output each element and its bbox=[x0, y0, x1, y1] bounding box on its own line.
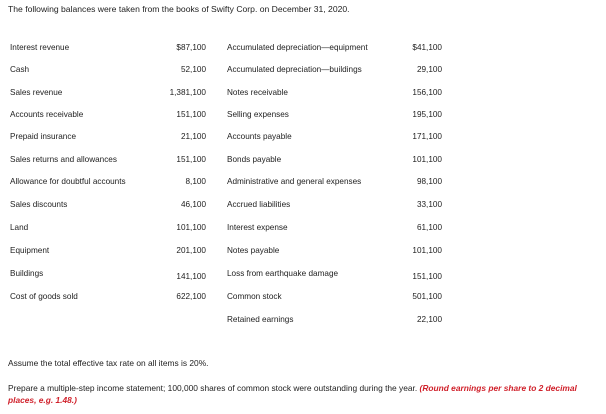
instruction-text bbox=[8, 383, 600, 406]
right-account-value: 156,100 bbox=[412, 88, 442, 97]
left-account-value: 622,100 bbox=[176, 292, 206, 301]
right-account-label: Common stock bbox=[227, 292, 282, 301]
left-account-value: 8,100 bbox=[185, 177, 206, 186]
left-account-value: 52,100 bbox=[180, 65, 206, 74]
left-account-value: 151,100 bbox=[176, 110, 206, 119]
balance-row bbox=[0, 177, 606, 191]
left-account-value: 201,100 bbox=[176, 246, 206, 255]
tax-rate-note: Assume the total effective tax rate on all items is 20%. bbox=[8, 358, 209, 368]
right-account-label: Accounts payable bbox=[227, 132, 292, 141]
balance-row bbox=[0, 88, 606, 102]
left-account-label: Sales returns and allowances bbox=[10, 155, 117, 164]
instruction-main: Prepare a multiple-step income statement; 100,000 shares of common stock were outstanding during the year. bbox=[8, 383, 418, 393]
right-account-value: 61,100 bbox=[416, 223, 442, 232]
intro-text: The following balances were taken from the books of Swifty Corp. on December 31, 2020. bbox=[8, 4, 350, 14]
balance-row bbox=[0, 292, 606, 306]
left-account-value: 141,100 bbox=[176, 272, 206, 281]
right-account-value: 501,100 bbox=[412, 292, 442, 301]
balance-row bbox=[0, 200, 606, 214]
left-account-label: Accounts receivable bbox=[10, 110, 84, 119]
right-account-label: Notes receivable bbox=[227, 88, 288, 97]
right-account-value: $41,100 bbox=[412, 43, 442, 52]
balance-row bbox=[0, 43, 606, 57]
left-account-label: Buildings bbox=[10, 269, 44, 278]
balance-row bbox=[0, 65, 606, 79]
rounding-instruction: (Round earnings per share to 2 decimal places, e.g. 1.48.) bbox=[8, 383, 577, 405]
left-account-label: Interest revenue bbox=[10, 43, 70, 52]
right-account-value: 33,100 bbox=[416, 200, 442, 209]
right-account-value: 101,100 bbox=[412, 246, 442, 255]
right-account-value: 195,100 bbox=[412, 110, 442, 119]
right-account-value: 101,100 bbox=[412, 155, 442, 164]
right-account-label: Administrative and general expenses bbox=[227, 177, 362, 186]
right-account-label: Accrued liabilities bbox=[227, 200, 291, 209]
left-account-label: Equipment bbox=[10, 246, 50, 255]
right-account-label: Interest expense bbox=[227, 223, 288, 232]
left-account-label: Prepaid insurance bbox=[10, 132, 76, 141]
left-account-label: Cash bbox=[10, 65, 30, 74]
left-account-label: Sales discounts bbox=[10, 200, 68, 209]
left-account-value: $87,100 bbox=[176, 43, 206, 52]
right-account-value: 22,100 bbox=[416, 315, 442, 324]
balance-row bbox=[0, 223, 606, 237]
right-account-label: Bonds payable bbox=[227, 155, 282, 164]
left-account-value: 151,100 bbox=[176, 155, 206, 164]
balance-row bbox=[0, 269, 606, 283]
left-account-label: Sales revenue bbox=[10, 88, 63, 97]
balance-row bbox=[0, 110, 606, 124]
balance-row bbox=[0, 246, 606, 260]
balance-row bbox=[0, 155, 606, 169]
left-account-label: Cost of goods sold bbox=[10, 292, 78, 301]
left-account-label: Allowance for doubtful accounts bbox=[10, 177, 126, 186]
right-account-label: Loss from earthquake damage bbox=[227, 269, 339, 278]
left-account-label: Land bbox=[10, 223, 29, 232]
balance-row bbox=[0, 315, 606, 329]
right-account-value: 171,100 bbox=[412, 132, 442, 141]
left-account-value: 1,381,100 bbox=[169, 88, 206, 97]
right-account-value: 29,100 bbox=[416, 65, 442, 74]
balance-row bbox=[0, 132, 606, 146]
left-account-value: 21,100 bbox=[180, 132, 206, 141]
right-account-value: 151,100 bbox=[412, 272, 442, 281]
left-account-value: 46,100 bbox=[180, 200, 206, 209]
left-account-value: 101,100 bbox=[176, 223, 206, 232]
right-account-label: Selling expenses bbox=[227, 110, 289, 119]
right-account-label: Retained earnings bbox=[227, 315, 294, 324]
right-account-label: Accumulated depreciation—equipment bbox=[227, 43, 368, 52]
right-account-label: Notes payable bbox=[227, 246, 280, 255]
right-account-value: 98,100 bbox=[416, 177, 442, 186]
right-account-label: Accumulated depreciation—buildings bbox=[227, 65, 362, 74]
